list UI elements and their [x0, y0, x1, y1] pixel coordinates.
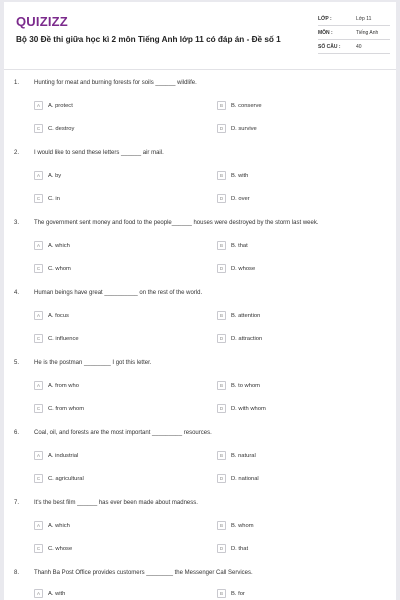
question-text: It's the best film ______ has ever been made about madness. [34, 500, 198, 506]
option-label: D. with whom [231, 405, 266, 412]
question-number: 3. [14, 220, 20, 226]
option-label: C. agricultural [48, 475, 84, 482]
meta-value-subject: Tiếng Anh [356, 30, 379, 36]
option-key-badge: A [34, 451, 43, 460]
option-key-badge: B [217, 171, 226, 180]
quizizz-logo: QUIZIZZ [16, 14, 68, 29]
option-label: A. which [48, 522, 70, 529]
option-key-badge: C [34, 404, 43, 413]
option-label: A. industrial [48, 452, 79, 459]
question-4 [4, 290, 396, 360]
question-text: Thanh Ba Post Office provides customers ________ the Messenger Call Services. [34, 570, 253, 576]
question-text: Hunting for meat and burning forests for soils ______ wildlife. [34, 80, 197, 86]
meta-value-grade: Lớp 11 [356, 16, 372, 22]
option-key-badge: A [34, 171, 43, 180]
option-label: A. from who [48, 382, 79, 389]
question-text: Human beings have great __________ on the rest of the world. [34, 290, 203, 296]
meta-divider [318, 25, 390, 26]
option-key-badge: D [217, 194, 226, 203]
option-label: A. with [48, 590, 66, 597]
option-label: A. focus [48, 312, 69, 319]
option-label: A. protect [48, 102, 73, 109]
option-key-badge: D [217, 404, 226, 413]
option-key-badge: B [217, 101, 226, 110]
option-label: C. influence [48, 335, 79, 342]
option-key-badge: D [217, 124, 226, 133]
question-number: 1. [14, 80, 20, 86]
option-label: B. whom [231, 522, 254, 529]
worksheet-header [4, 2, 396, 70]
question-6 [4, 430, 396, 500]
option-label: C. whose [48, 545, 73, 552]
option-key-badge: D [217, 264, 226, 273]
option-label: D. whose [231, 265, 256, 272]
option-label: D. that [231, 545, 249, 552]
worksheet-page [4, 2, 396, 600]
question-5 [4, 360, 396, 430]
option-key-badge: C [34, 264, 43, 273]
option-key-badge: B [217, 521, 226, 530]
option-key-badge: B [217, 311, 226, 320]
option-key-badge: D [217, 474, 226, 483]
question-8 [4, 570, 396, 600]
option-label: C. in [48, 195, 60, 202]
option-label: C. from whom [48, 405, 85, 412]
option-label: B. that [231, 242, 248, 249]
option-label: D. attraction [231, 335, 263, 342]
option-label: D. over [231, 195, 250, 202]
question-text: I would like to send these letters ______ air mail. [34, 150, 164, 156]
option-label: B. natural [231, 452, 256, 459]
option-key-badge: A [34, 101, 43, 110]
option-label: B. with [231, 172, 249, 179]
option-key-badge: A [34, 311, 43, 320]
option-key-badge: A [34, 241, 43, 250]
option-key-badge: C [34, 474, 43, 483]
question-text: The government sent money and food to the people______ houses were destroyed by the storm last week. [34, 220, 319, 226]
question-text: He is the postman ________ I got this letter. [34, 360, 152, 366]
option-label: D. national [231, 475, 259, 482]
option-key-badge: D [217, 334, 226, 343]
option-label: B. for [231, 590, 245, 597]
meta-divider [318, 53, 390, 54]
meta-value-count: 40 [356, 44, 362, 50]
question-number: 2. [14, 150, 20, 156]
question-1 [4, 80, 396, 150]
option-label: B. conserve [231, 102, 262, 109]
question-number: 7. [14, 500, 20, 506]
question-number: 4. [14, 290, 20, 296]
question-number: 6. [14, 430, 20, 436]
option-label: D. survive [231, 125, 257, 132]
option-key-badge: A [34, 381, 43, 390]
meta-label-count: SỐ CÂU : [318, 44, 341, 50]
meta-divider [318, 39, 390, 40]
option-label: A. by [48, 172, 62, 179]
option-key-badge: C [34, 194, 43, 203]
question-2 [4, 150, 396, 220]
option-label: B. to whom [231, 382, 260, 389]
option-key-badge: A [34, 521, 43, 530]
meta-label-subject: MÔN : [318, 30, 333, 36]
option-key-badge: D [217, 544, 226, 553]
question-number: 8. [14, 570, 20, 576]
option-key-badge: B [217, 451, 226, 460]
option-key-badge: C [34, 334, 43, 343]
option-label: C. whom [48, 265, 71, 272]
option-key-badge: B [217, 381, 226, 390]
question-7 [4, 500, 396, 570]
option-label: A. which [48, 242, 70, 249]
meta-label-grade: LỚP : [318, 16, 332, 22]
question-3 [4, 220, 396, 290]
option-label: C. destroy [48, 125, 75, 132]
option-key-badge: B [217, 589, 226, 598]
option-key-badge: B [217, 241, 226, 250]
option-label: B. attention [231, 312, 261, 319]
option-key-badge: C [34, 544, 43, 553]
option-key-badge: A [34, 589, 43, 598]
question-text: Coal, oil, and forests are the most important _________ resources. [34, 430, 212, 436]
question-number: 5. [14, 360, 20, 366]
page-title: Bộ 30 Đề thi giữa học kì 2 môn Tiếng Anh lớp 11 có đáp án - Đề số 1 [16, 35, 281, 44]
option-key-badge: C [34, 124, 43, 133]
